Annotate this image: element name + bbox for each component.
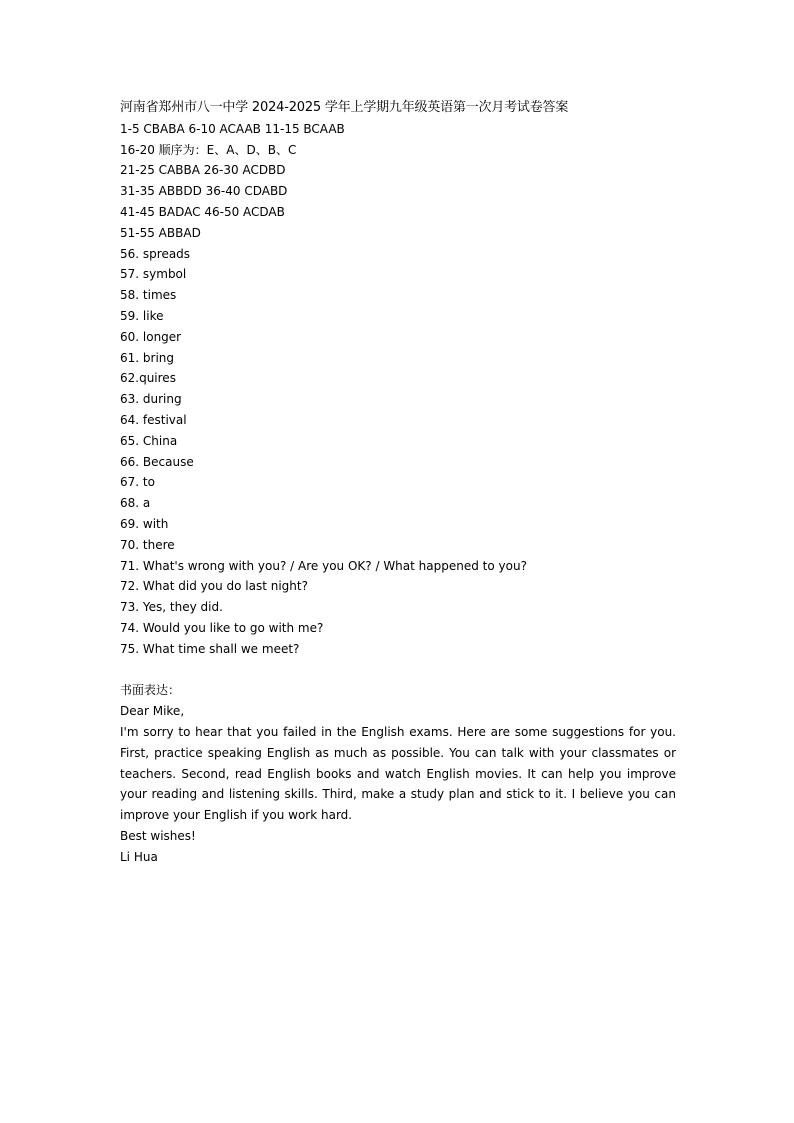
letter-greeting: Dear Mike,	[120, 704, 185, 719]
letter-closing: Best wishes!	[120, 828, 196, 843]
document-title: 河南省郑州市八一中学 2024-2025 学年上学期九年级英语第一次月考试卷答案	[120, 100, 569, 115]
letter-body: I'm sorry to hear that you failed in the English exams. Here are some suggestions for you. First, practice speaking English as much as possible. You can talk with your classmates or teachers. Second, read English books and watch English movies. It can help you improve your reading and listening skills. Third, make a study plan and stick to it. I believe you can improve your English if you work hard.	[120, 724, 676, 823]
answer-line: 51-55 ABBAD	[120, 225, 201, 240]
answer-line: 75. What time shall we meet?	[120, 641, 300, 656]
section-spacer	[120, 660, 676, 681]
answer-line: 58. times	[120, 288, 177, 303]
answer-line: 57. symbol	[120, 267, 187, 282]
answer-line: 72. What did you do last night?	[120, 579, 308, 594]
answer-line: 66. Because	[120, 454, 194, 469]
answer-line: 16-20 顺序为：E、A、D、B、C	[120, 142, 297, 157]
answer-line: 70. there	[120, 537, 175, 552]
letter-signature: Li Hua	[120, 849, 158, 864]
answer-line: 65. China	[120, 433, 178, 448]
writing-heading: 书面表达：	[120, 683, 181, 698]
answer-line: 56. spreads	[120, 246, 191, 261]
answer-line: 62.quires	[120, 371, 176, 386]
answer-key-content	[120, 98, 676, 867]
answer-line: 41-45 BADAC 46-50 ACDAB	[120, 204, 285, 219]
answer-line: 74. Would you like to go with me?	[120, 620, 324, 635]
answer-line: 61. bring	[120, 350, 175, 365]
answer-line: 21-25 CABBA 26-30 ACDBD	[120, 163, 286, 178]
answer-line: 31-35 ABBDD 36-40 CDABD	[120, 184, 288, 199]
answer-line: 71. What's wrong with you? / Are you OK? / What happened to you?	[120, 558, 527, 573]
answer-line: 64. festival	[120, 412, 187, 427]
answer-line: 63. during	[120, 392, 182, 407]
answer-line: 60. longer	[120, 329, 182, 344]
writing-section	[120, 680, 676, 867]
answer-line: 68. a	[120, 496, 151, 511]
answer-line: 1-5 CBABA 6-10 ACAAB 11-15 BCAAB	[120, 121, 345, 136]
answer-list	[120, 119, 676, 660]
answer-line: 73. Yes, they did.	[120, 600, 223, 615]
answer-line: 69. with	[120, 516, 169, 531]
answer-line: 67. to	[120, 475, 155, 490]
answer-line: 59. like	[120, 308, 164, 323]
